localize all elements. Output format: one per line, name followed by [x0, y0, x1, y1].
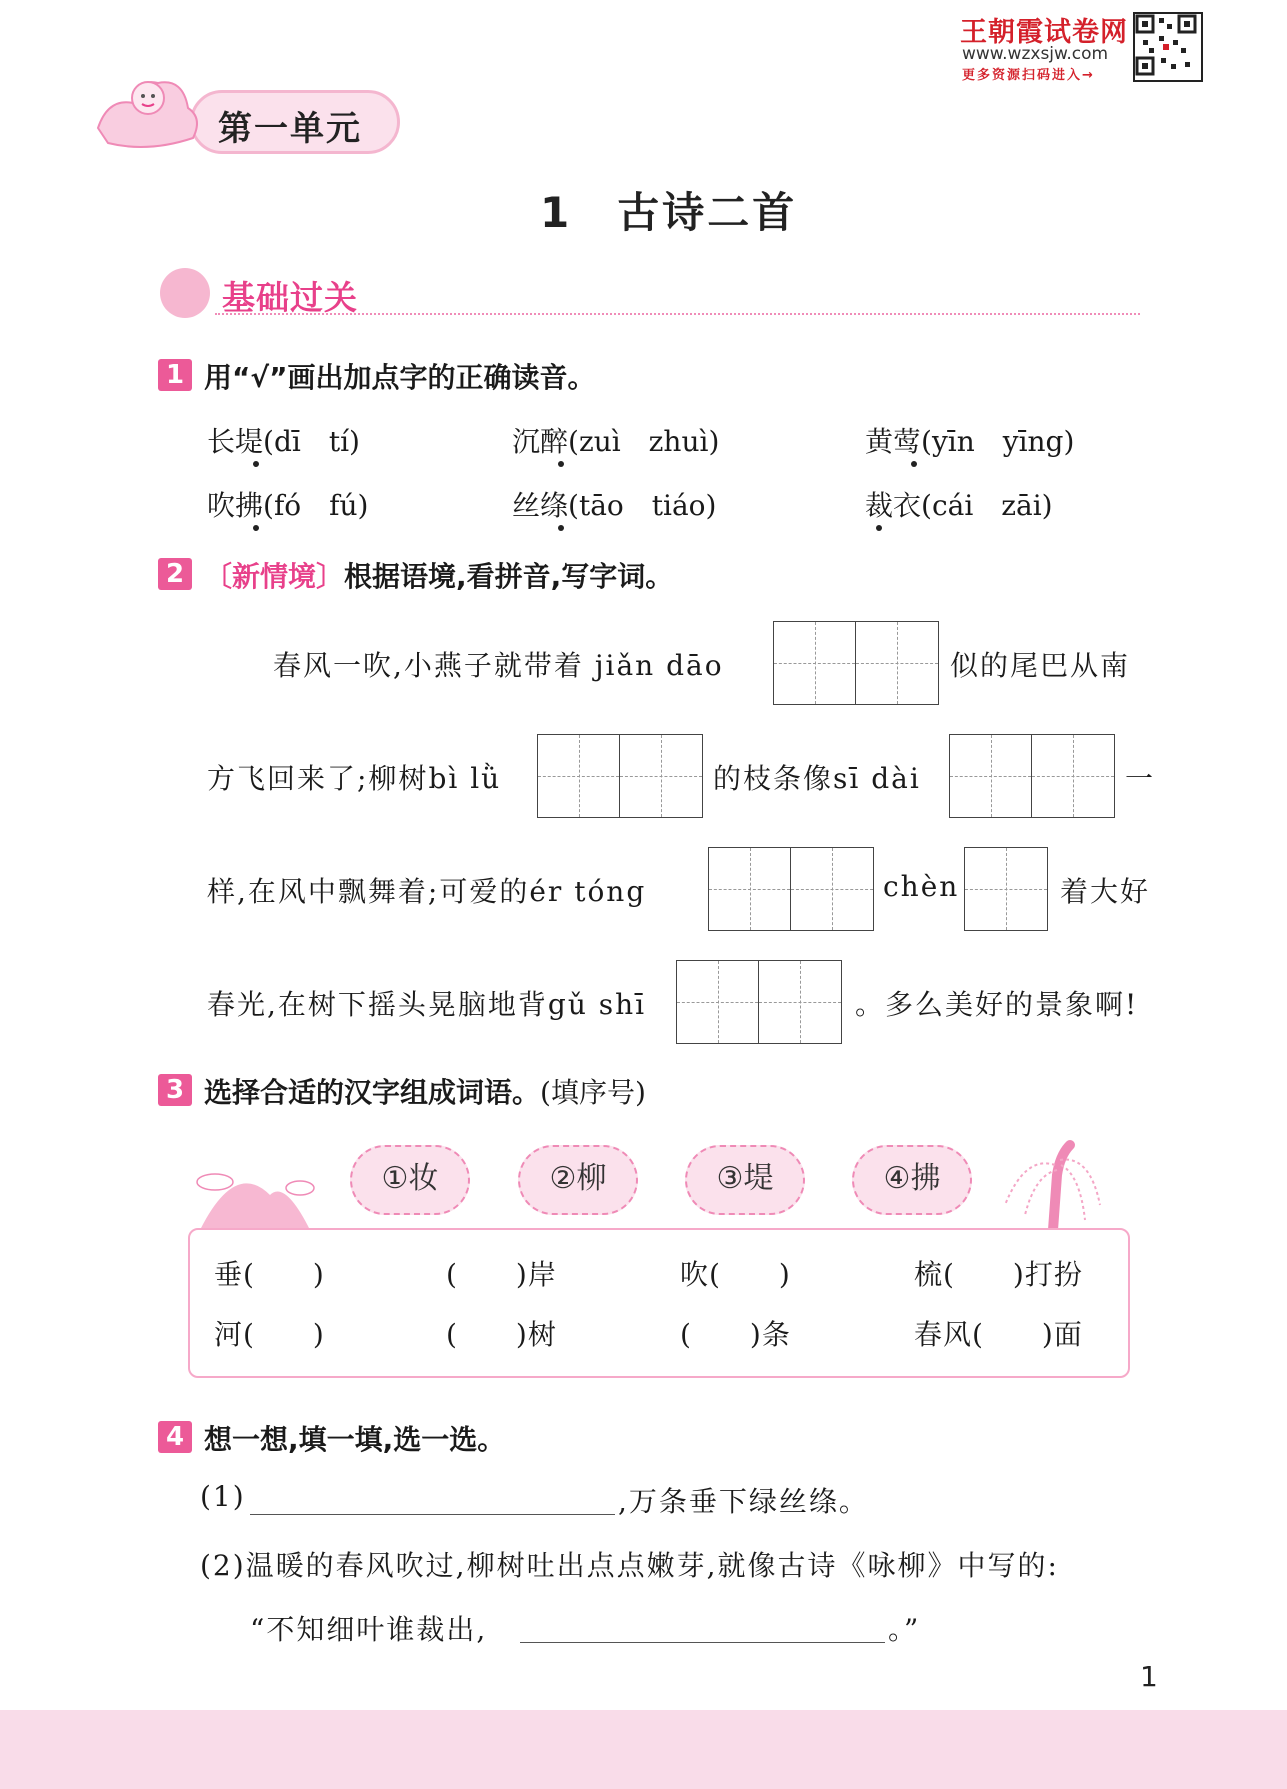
- question-tag: 〔新情境〕: [204, 560, 345, 593]
- question-text: 想一想,填一填,选一选。: [204, 1423, 506, 1456]
- q1-item: [207, 484, 368, 524]
- answer-grid[interactable]: [773, 621, 939, 705]
- q2-segment: 春光,在树下摇头晃脑地背: [207, 988, 548, 1021]
- question-text: [204, 555, 673, 595]
- q2-segment: 着大好: [1060, 875, 1151, 908]
- question-text: 用“√”画出加点字的正确读音。: [204, 361, 596, 394]
- answer-grid[interactable]: [676, 960, 842, 1044]
- pinyin-prompt: gǔ shī: [547, 988, 647, 1021]
- q2-text: [207, 870, 646, 910]
- q4-text: “不知细叶谁裁出,: [250, 1613, 488, 1646]
- pinyin-prompt: chèn: [883, 870, 960, 903]
- q2-text: [273, 644, 724, 684]
- q1-options: (yīn yīng): [921, 425, 1075, 458]
- section-title: 基础过关: [222, 278, 358, 317]
- answer-line[interactable]: [520, 1642, 885, 1643]
- q1-item: [512, 420, 719, 460]
- mascot-icon: [88, 58, 208, 158]
- q1-options: (tāo tiáo): [568, 489, 717, 522]
- question-text: [204, 1071, 646, 1111]
- fill-blank[interactable]: 梳( )打扮: [914, 1258, 1083, 1291]
- brand-title: 王朝霞试卷网: [960, 17, 1128, 48]
- option-cloud: ④拂: [852, 1145, 972, 1215]
- q1-options: (dī tí): [263, 425, 360, 458]
- question-text-main: 根据语境,看拼音,写字词。: [344, 560, 674, 593]
- emphasis-dot: [876, 525, 882, 531]
- emphasis-dot: [558, 461, 564, 467]
- fill-blank[interactable]: ( )条: [680, 1318, 791, 1351]
- section-icon: [160, 268, 210, 318]
- brand-url[interactable]: www.wzxsjw.com: [962, 44, 1109, 64]
- q2-segment: 样,在风中飘舞着;可爱的: [207, 875, 530, 908]
- q1-item: [865, 484, 1053, 524]
- emphasis-dot: [253, 525, 259, 531]
- brand-more-text: 更多资源扫码进入→: [962, 68, 1095, 83]
- option-cloud: ③堤: [685, 1145, 805, 1215]
- q1-item: [865, 420, 1074, 460]
- answer-grid[interactable]: [964, 847, 1048, 931]
- q1-word: 沉醉: [512, 425, 569, 458]
- mountain-icon: [195, 1160, 315, 1234]
- q2-segment: 似的尾巴从南: [950, 649, 1131, 682]
- willow-tree-icon: [995, 1135, 1105, 1234]
- q2-segment: 春风一吹,小燕子就带着: [273, 649, 584, 682]
- section-divider: [215, 313, 1140, 315]
- q2-text: [207, 757, 501, 797]
- q1-options: (cái zāi): [921, 489, 1053, 522]
- question-text-main: 选择合适的汉字组成词语。: [204, 1076, 541, 1109]
- unit-label: 第一单元: [218, 109, 362, 149]
- question-note: (填序号): [540, 1076, 646, 1109]
- answer-line[interactable]: [250, 1514, 615, 1515]
- fill-blank[interactable]: 垂( ): [214, 1258, 325, 1291]
- q1-word: 丝绦: [512, 489, 569, 522]
- pinyin-prompt: sī dài: [833, 762, 921, 795]
- answer-grid[interactable]: [949, 734, 1115, 818]
- question-number: 1: [158, 359, 192, 391]
- bottom-band: [0, 1710, 1287, 1789]
- q2-text: [207, 983, 646, 1023]
- qr-code-icon[interactable]: [1133, 12, 1203, 82]
- q4-text: 。”: [888, 1613, 921, 1646]
- q1-word: 裁衣: [865, 489, 922, 522]
- fill-blank[interactable]: ( )岸: [446, 1258, 557, 1291]
- fill-blank[interactable]: 春风( )面: [914, 1318, 1083, 1351]
- q4-label: (1): [200, 1480, 246, 1513]
- fill-blank[interactable]: ( )树: [446, 1318, 557, 1351]
- question-number: 3: [158, 1074, 192, 1106]
- q1-item: [207, 420, 360, 460]
- pinyin-prompt: jiǎn dāo: [594, 649, 724, 682]
- q2-text: [713, 757, 921, 797]
- pinyin-prompt: bì lǜ: [428, 762, 502, 795]
- fill-blank[interactable]: 吹( ): [680, 1258, 791, 1291]
- lesson-title: 1 古诗二首: [540, 188, 798, 237]
- q1-word: 长堤: [207, 425, 264, 458]
- q2-segment: 。多么美好的景象啊!: [855, 988, 1139, 1021]
- q1-word: 黄莺: [865, 425, 922, 458]
- q2-segment: 一: [1125, 762, 1156, 795]
- option-cloud: ②柳: [518, 1145, 638, 1215]
- answer-grid[interactable]: [708, 847, 874, 931]
- question-number: 2: [158, 558, 192, 590]
- emphasis-dot: [253, 461, 259, 467]
- q4-text: (2)温暖的春风吹过,柳树吐出点点嫩芽,就像古诗《咏柳》中写的:: [200, 1549, 1059, 1582]
- q1-word: 吹拂: [207, 489, 264, 522]
- option-cloud: ①妆: [350, 1145, 470, 1215]
- emphasis-dot: [558, 525, 564, 531]
- choice-box: [188, 1228, 1130, 1378]
- answer-grid[interactable]: [537, 734, 703, 818]
- emphasis-dot: [911, 461, 917, 467]
- q2-segment: 方飞回来了;柳树: [207, 762, 429, 795]
- pinyin-prompt: ér tóng: [529, 875, 647, 908]
- q1-options: (fó fú): [263, 489, 369, 522]
- q1-item: [512, 484, 716, 524]
- question-number: 4: [158, 1421, 192, 1453]
- q2-segment: 的枝条像: [713, 762, 834, 795]
- page-number: 1: [1140, 1660, 1158, 1693]
- fill-blank[interactable]: 河( ): [214, 1318, 325, 1351]
- q1-options: (zuì zhuì): [568, 425, 720, 458]
- q4-text: ,万条垂下绿丝绦。: [618, 1485, 869, 1518]
